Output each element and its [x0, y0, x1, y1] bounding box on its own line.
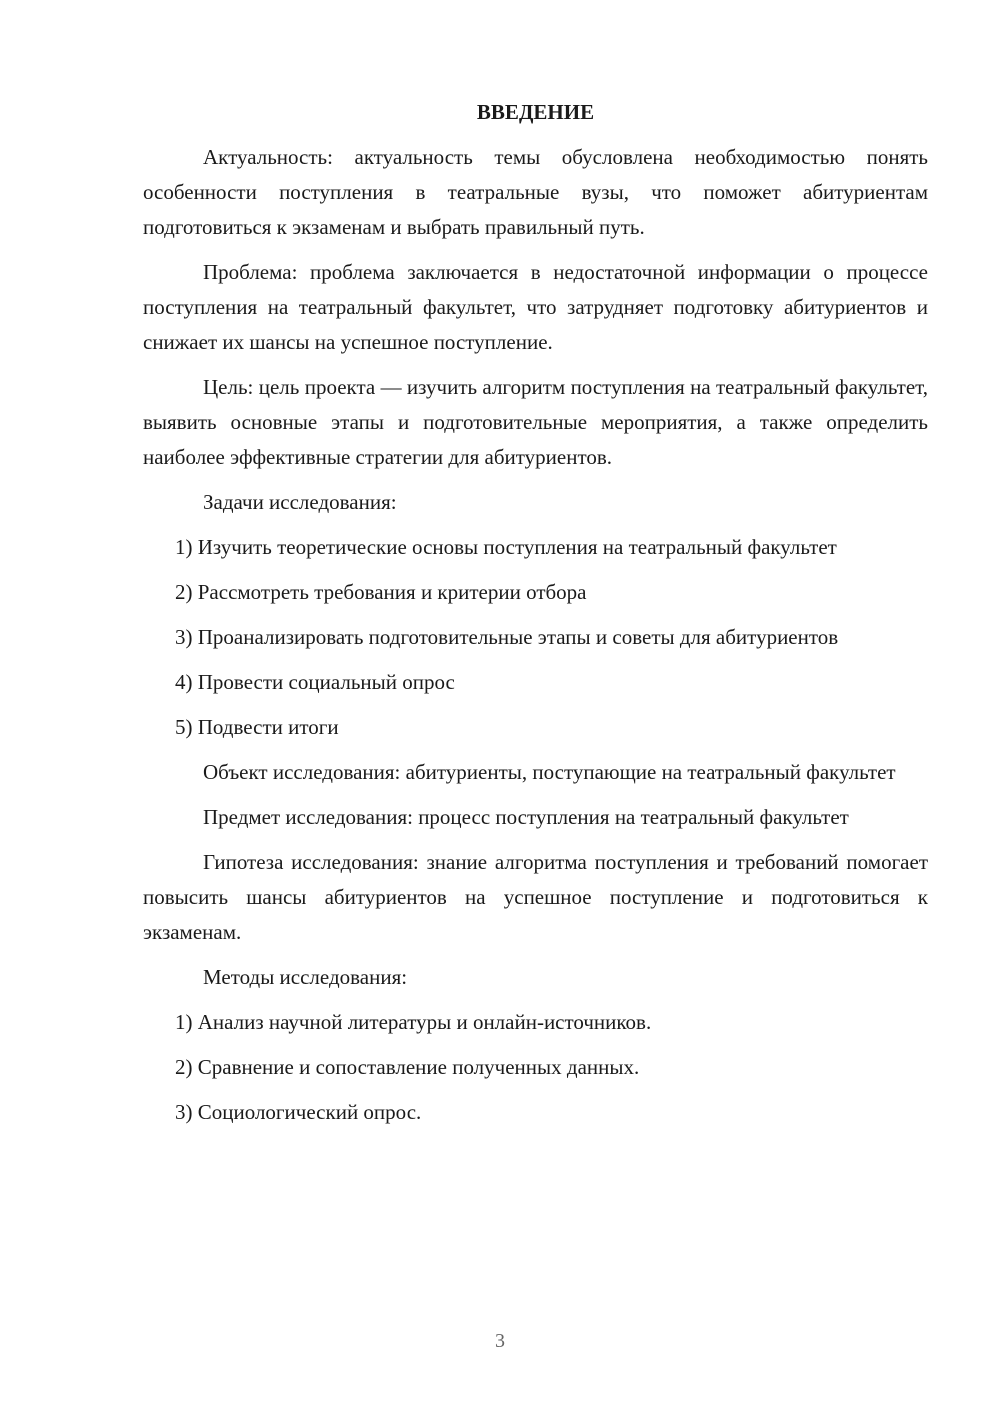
hypothesis-paragraph: Гипотеза исследования: знание алгоритма поступления и требований помогает повысить шансы абитуриентов на успешное поступление и подготовиться к экзаменам.: [143, 850, 928, 944]
tasks-heading: Задачи исследования:: [203, 490, 397, 514]
task-item: 1) Изучить теоретические основы поступления на театральный факультет: [175, 535, 837, 559]
page-number: 3: [495, 1330, 505, 1352]
problem-paragraph: Проблема: проблема заключается в недостаточной информации о процессе поступления на театральный факультет, что затрудняет подготовку абитуриентов и снижает их шансы на успешное поступление.: [143, 260, 928, 354]
method-item: 3) Социологический опрос.: [175, 1100, 422, 1124]
task-item: 2) Рассмотреть требования и критерии отбора: [175, 580, 587, 604]
subject-paragraph: Предмет исследования: процесс поступления на театральный факультет: [203, 805, 849, 829]
task-item: 3) Проанализировать подготовительные этапы и советы для абитуриентов: [175, 625, 839, 649]
document-page: [143, 95, 928, 1140]
method-item: 2) Сравнение и сопоставление полученных данных.: [175, 1055, 640, 1079]
task-item: 5) Подвести итоги: [175, 715, 339, 739]
method-item: 1) Анализ научной литературы и онлайн-источников.: [175, 1010, 652, 1034]
goal-paragraph: Цель: цель проекта — изучить алгоритм поступления на театральный факультет, выявить основные этапы и подготовительные мероприятия, а также определить наиболее эффективные стратегии для абитуриентов.: [143, 375, 928, 469]
page-title: ВВЕДЕНИЕ: [476, 100, 595, 124]
object-paragraph: Объект исследования: абитуриенты, поступающие на театральный факультет: [203, 760, 896, 784]
task-item: 4) Провести социальный опрос: [175, 670, 455, 694]
relevance-paragraph: Актуальность: актуальность темы обусловлена необходимостью понять особенности поступления в театральные вузы, что поможет абитуриентам подготовиться к экзаменам и выбрать правильный путь.: [143, 145, 928, 239]
methods-heading: Методы исследования:: [203, 965, 408, 989]
